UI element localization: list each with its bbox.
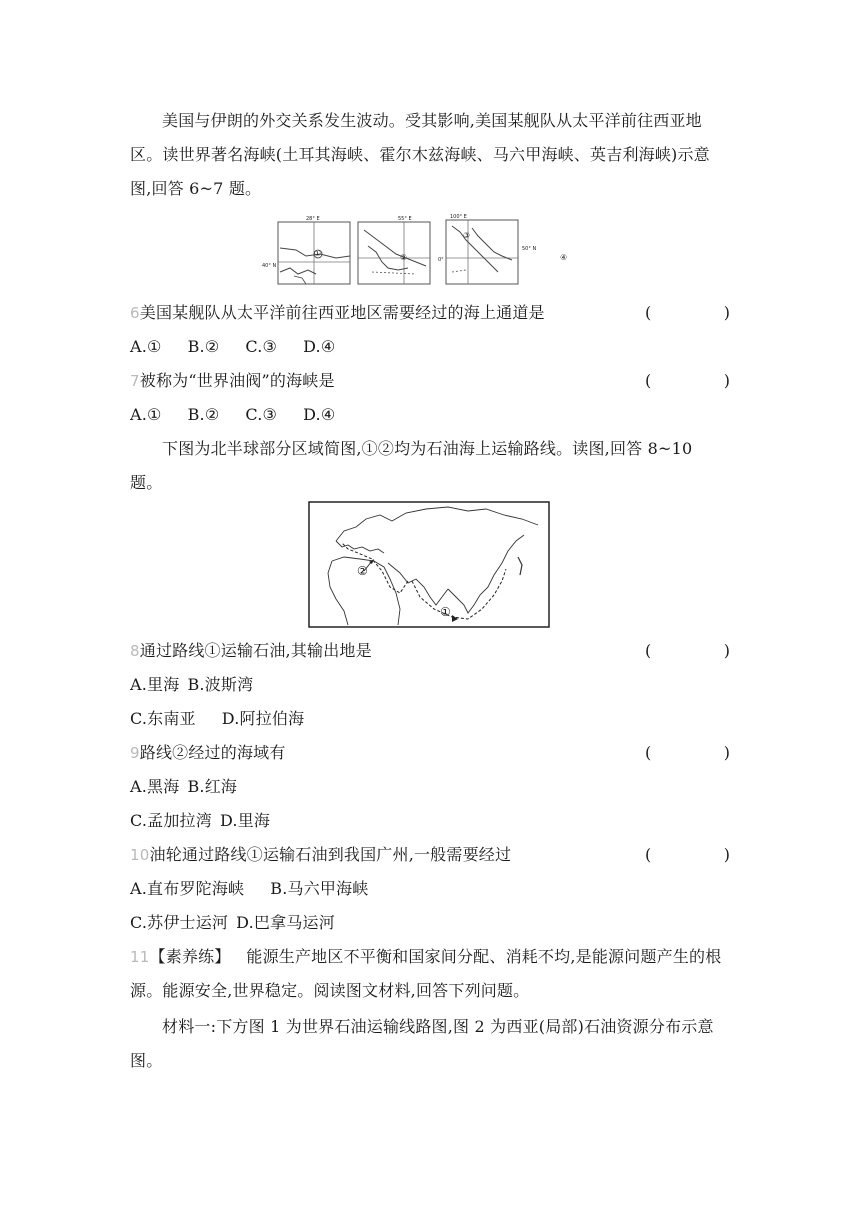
option-c[interactable]: C.东南亚 [130,709,196,728]
question-6-number: 6 [130,304,140,322]
option-a[interactable]: A.① [130,337,162,356]
question-7-options [130,398,730,432]
option-a[interactable]: A.① [130,405,162,424]
bracket-open: ( [645,845,652,864]
question-6-options [130,330,730,364]
option-b[interactable]: B.红海 [187,777,238,796]
option-b[interactable]: B.② [187,405,220,424]
option-b[interactable]: B.② [187,337,220,356]
answer-bracket-8[interactable] [645,634,730,668]
option-c[interactable]: C.③ [245,405,278,424]
intro-paragraph-2: 下图为北半球部分区域简图,①②均为石油海上运输路线。读图,回答 8~10 题。 [130,439,693,492]
option-b[interactable]: B.波斯湾 [187,675,254,694]
question-8-text: 通过路线①运输石油,其输出地是 [139,641,372,660]
bracket-close: ) [723,303,730,322]
question-9-options-row-1 [130,770,730,804]
lon-28e-label: 28° E [306,216,320,222]
question-9-number: 9 [130,744,140,762]
question-11-number: 11 [130,948,150,966]
oil-route-map [308,501,550,628]
question-7-number: 7 [130,372,140,390]
answer-bracket-9[interactable] [645,736,730,770]
option-c[interactable]: C.苏伊士运河 [130,913,229,932]
question-10-number: 10 [130,846,150,864]
option-d[interactable]: D.④ [303,405,336,424]
option-a[interactable]: A.里海 [130,675,180,694]
question-6 [130,296,730,330]
intro-paragraph-1: 美国与伊朗的外交关系发生波动。受其影响,美国某舰队从太平洋前往西亚地区。读世界著名海峡(土耳其海峡、霍尔木兹海峡、马六甲海峡、英吉利海峡)示意图,回答 6~7 题。 [130,111,710,198]
route-1-label: ① [440,605,451,619]
question-7 [130,364,730,398]
lat-40n-label: 40° N [262,263,277,269]
lon-100e-label: 100° E [450,214,467,220]
answer-bracket-6[interactable] [645,296,730,330]
strait-panel-1 [262,216,350,284]
marker-1: ① [314,249,322,258]
marker-3: ③ [463,231,471,240]
question-8-options-row-1 [130,668,730,702]
option-d[interactable]: D.阿拉伯海 [221,709,305,728]
bracket-open: ( [645,303,652,322]
option-a[interactable]: A.直布罗陀海峡 [130,879,245,898]
straits-figure [262,212,576,288]
marker-4: ④ [560,253,568,262]
bracket-open: ( [645,641,652,660]
equator-label: 0° [438,257,444,263]
strait-panel-3 [438,214,518,284]
answer-bracket-7[interactable] [645,364,730,398]
question-11-text: 能源生产地区不平衡和国家间分配、消耗不均,是能源问题产生的根源。能源安全,世界稳定。阅读图文材料,回答下列问题。 [130,947,722,1000]
bracket-open: ( [645,371,652,390]
question-9-options-row-2 [130,804,730,838]
question-10-options-row-2 [130,906,730,940]
option-d[interactable]: D.④ [303,337,336,356]
material-1-paragraph: 材料一:下方图 1 为世界石油运输线路图,图 2 为西亚(局部)石油资源分布示意图。 [130,1017,714,1070]
lat-50n-label: 50° N [522,246,537,252]
bracket-open: ( [645,743,652,762]
question-9-text: 路线②经过的海域有 [139,743,286,762]
question-7-text: 被称为“世界油阀”的海峡是 [139,371,335,390]
question-8-options-row-2 [130,702,730,736]
question-6-text: 美国某舰队从太平洋前往西亚地区需要经过的海上通道是 [139,303,545,322]
option-c[interactable]: C.③ [245,337,278,356]
question-8 [130,634,730,668]
option-a[interactable]: A.黑海 [130,777,180,796]
lon-55e-label: 55° E [398,216,412,222]
question-10-text: 油轮通过路线①运输石油到我国广州,一般需要经过 [149,845,512,864]
question-11 [130,940,730,1008]
question-9 [130,736,730,770]
question-11-tag: 【素养练】 [149,947,231,966]
answer-bracket-10[interactable] [645,838,730,872]
strait-panel-2 [358,216,430,284]
bracket-close: ) [723,641,730,660]
bracket-close: ) [723,743,730,762]
question-10 [130,838,730,872]
option-d[interactable]: D.巴拿马运河 [236,913,335,932]
bracket-close: ) [723,845,730,864]
bracket-close: ) [723,371,730,390]
option-d[interactable]: D.里海 [219,811,271,830]
option-b[interactable]: B.马六甲海峡 [270,879,369,898]
option-c[interactable]: C.孟加拉湾 [130,811,212,830]
route-2-label: ② [357,564,368,578]
marker-2: ② [400,253,408,262]
question-10-options-row-1 [130,872,730,906]
question-8-number: 8 [130,642,140,660]
